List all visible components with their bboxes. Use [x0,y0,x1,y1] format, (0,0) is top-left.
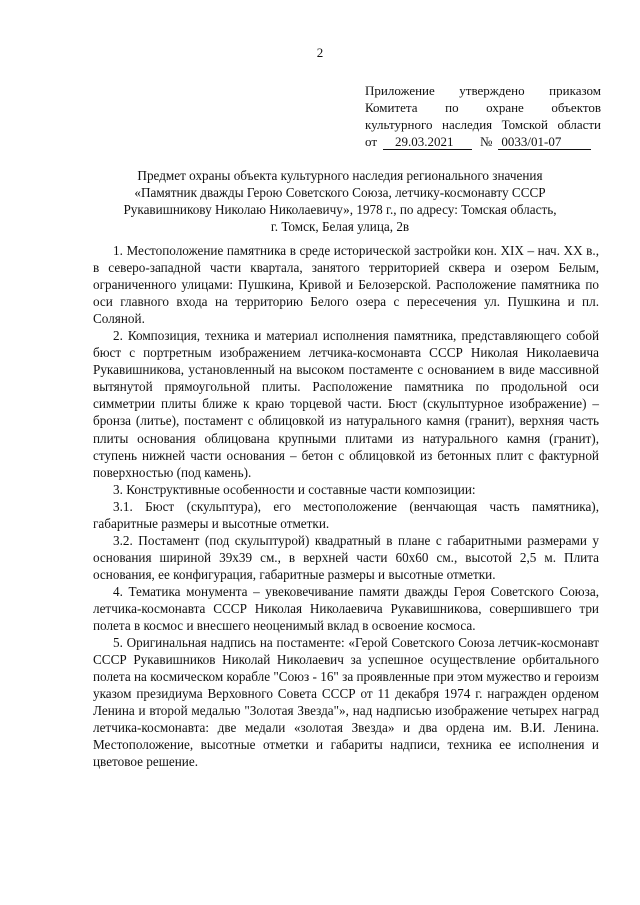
approval-date: 29.03.2021 [383,135,472,150]
title-line-3: Рукавишникову Николаю Николаевичу», 1978 г., по адресу: Томская область, [123,202,557,217]
approval-block [365,82,601,150]
page-number: 2 [316,45,324,60]
paragraph-pedestal: 3.2. Постамент (под скульптурой) квадратный в плане с габаритными размерами у основания шириной 39х39 см., в верхней части 60х60 см., высотой 2,5 м. Плита основания, ее конфигурация, габаритные размеры и высотные отметки. [93,532,599,582]
approval-from-label: от [365,134,378,149]
paragraph-theme: 4. Тематика монумента – увековечивание памяти дважды Героя Советского Союза, летчика-космонавта СССР Николая Николаевича Рукавишникова, совершившего три полета в космос и внесшего неоценимый вклад в освоение космоса. [93,583,599,634]
paragraph-inscription: 5. Оригинальная надпись на постаменте: «Герой Советского Союза летчик-космонавт СССР Рукавишников Николай Николаевич за успешное осуществление орбитального полета на космическом корабле "Союз - 16" за проявленные при этом мужество и героизм указом президиума Верховного Совета СССР от 11 декабря 1974 г. награжден орденом Ленина и второй медалью "Золотая Звезда"», над надписью изображение четырех наград летчика-космонавта: две медали «золотая Звезда» и два ордена им. В.И. Ленина. Местоположение, высотные отметки и габариты надписи, техника ее исполнения и цветовое решение. [93,635,599,770]
approval-date-number-line [365,133,601,150]
paragraph-location: 1. Местоположение памятника в среде исторической застройки кон. XIX – нач. XX в., в северо-западной части квартала, занятого территорией сквера и озером Белым, ограниченного улицами: Пушкина, Кривой и Белозерской. Расположение памятника по оси главного входа на территорию Белого озера с пересечения ул. Пушкина и пл. Соляной. [93,243,599,327]
title-line-4: г. Томск, Белая улица, 2в [270,219,410,234]
approval-line-2: Комитета по охране объектов [365,100,601,115]
paragraph-structure: 3. Конструктивные особенности и составные части композиции: [113,481,476,497]
approval-number-sign: № [480,134,493,149]
document-body [93,242,599,770]
approval-number: 0033/01-07 [498,135,591,150]
approval-line-3: культурного наследия Томской области [365,117,601,132]
document-title [88,167,592,235]
title-line-1: Предмет охраны объекта культурного наследия регионального значения [137,168,543,183]
paragraph-composition: 2. Композиция, техника и материал исполнения памятника, представляющего собой бюст с портретным изображением летчика-космонавта СССР Николая Николаевича Рукавишникова, установленный на высоком постаменте с основанием в виде массивной вытянутой прямоугольной плиты. Расположение памятника по продольной оси симметрии плиты ближе к краю торцевой части. Бюст (скульптурное изображение) – бронза (литье), постамент с облицовкой из натурального камня (гранит), верхняя часть плиты основания облицована крупными плитами из натурального камня (гранит), ступень нижней части основания – бетон с облицовкой из бетонных плит с фактурной поверхностью (под камень). [93,328,599,480]
paragraph-bust: 3.1. Бюст (скульптура), его местоположение (венчающая часть памятника), габаритные размеры и высотные отметки. [93,498,599,531]
title-line-2: «Памятник дважды Герою Советского Союза, летчику-космонавту СССР [134,185,546,200]
approval-line-1: Приложение утверждено приказом [365,83,601,98]
